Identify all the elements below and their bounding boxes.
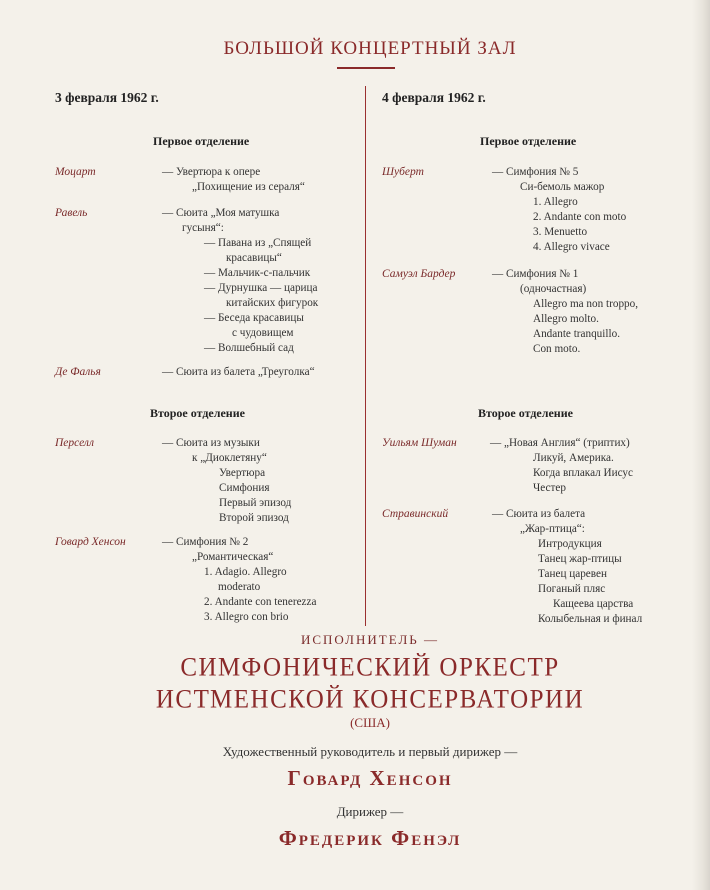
- composer-mozart: Моцарт: [55, 166, 96, 178]
- schuman-line: — „Новая Англия“ (триптих): [490, 437, 630, 449]
- ravel-line: — Беседа красавицы: [204, 312, 304, 324]
- stravinsky-line: Танец царевен: [538, 568, 607, 580]
- hanson-line: — Симфония № 2: [162, 536, 249, 548]
- ravel-line: — Дурнушка — царица: [204, 282, 318, 294]
- ravel-line: красавицы“: [226, 252, 282, 264]
- stravinsky-line: Танец жар-птицы: [538, 553, 622, 565]
- right-part2-heading: Второе отделение: [478, 406, 573, 420]
- director-role: Художественный руководитель и первый дирижер —: [222, 744, 518, 759]
- composer-purcell: Перселл: [55, 437, 94, 449]
- composer-schubert: Шуберт: [382, 166, 424, 178]
- right-part1-heading: Первое отделение: [480, 134, 577, 148]
- schubert-line: 3. Menuetto: [533, 226, 588, 238]
- barber-line: — Симфония № 1: [492, 268, 579, 280]
- orchestra-country: (США): [350, 715, 390, 730]
- ravel-line: с чудовищем: [232, 327, 294, 339]
- mozart-line: „Похищение из сераля“: [192, 181, 305, 193]
- barber-line: Allegro molto.: [533, 313, 599, 325]
- purcell-line: — Сюита из музыки: [162, 437, 260, 449]
- hanson-line: 1. Adagio. Allegro: [204, 566, 287, 578]
- left-date: 3 февраля 1962 г.: [55, 90, 159, 105]
- stravinsky-line: Поганый пляс: [538, 583, 606, 595]
- stravinsky-line: Интродукция: [538, 538, 602, 550]
- composer-barber: Самуэл Бардер: [382, 268, 456, 280]
- hanson-line: „Романтическая“: [192, 551, 274, 563]
- orchestra-line1: СИМФОНИЧЕСКИЙ ОРКЕСТР: [180, 653, 560, 682]
- stravinsky-line: Колыбельная и финал: [538, 613, 643, 625]
- stravinsky-line: „Жар-птица“:: [520, 523, 585, 535]
- hall-title: БОЛЬШОЙ КОНЦЕРТНЫЙ ЗАЛ: [223, 38, 517, 59]
- director-name: Говард Хенсон: [287, 766, 453, 790]
- barber-line: (одночастная): [520, 283, 587, 295]
- left-part2-heading: Второе отделение: [150, 406, 245, 420]
- purcell-line: Увертюра: [219, 467, 266, 479]
- ravel-line: гусыня“:: [182, 222, 224, 234]
- barber-line: Con moto.: [533, 343, 581, 355]
- mozart-line: — Увертюра к опере: [162, 166, 261, 178]
- composer-stravinsky: Стравинский: [382, 508, 449, 520]
- barber-line: Allegro ma non troppo,: [533, 298, 639, 310]
- schubert-line: 4. Allegro vivace: [533, 241, 610, 253]
- schuman-line: Честер: [533, 482, 566, 494]
- composer-falla: Де Фалья: [55, 366, 101, 378]
- schubert-line: 1. Allegro: [533, 196, 578, 208]
- purcell-line: к „Диоклетяну“: [192, 452, 267, 464]
- orchestra-line2: ИСТМЕНСКОЙ КОНСЕРВАТОРИИ: [155, 685, 585, 714]
- schubert-line: — Симфония № 5: [492, 166, 579, 178]
- schuman-line: Когда вплакал Иисус: [533, 467, 633, 479]
- hanson-line: 2. Andante con tenerezza: [204, 596, 317, 608]
- ravel-line: — Павана из „Спящей: [204, 237, 312, 249]
- schubert-line: 2. Andante con moto: [533, 211, 627, 223]
- composer-ravel: Равель: [55, 207, 88, 219]
- title-rule: [337, 67, 395, 69]
- hanson-line: moderato: [218, 581, 261, 593]
- right-date: 4 февраля 1962 г.: [382, 90, 486, 105]
- schubert-line: Си-бемоль мажор: [520, 181, 605, 193]
- stravinsky-line: — Сюита из балета: [492, 508, 586, 520]
- ravel-line: китайских фигурок: [226, 297, 319, 309]
- schuman-line: Ликуй, Америка.: [533, 452, 614, 464]
- ravel-line: — Волшебный сад: [204, 342, 294, 354]
- performer-label: ИСПОЛНИТЕЛЬ —: [300, 632, 440, 647]
- stravinsky-line: Кащеева царства: [553, 598, 634, 610]
- column-divider: [365, 86, 366, 626]
- hanson-line: 3. Allegro con brio: [204, 611, 289, 623]
- conductor-name: Фредерик Фенэл: [278, 826, 462, 850]
- falla-line: — Сюита из балета „Треуголка“: [162, 366, 315, 378]
- composer-hanson: Говард Хенсон: [55, 536, 126, 548]
- purcell-line: Первый эпизод: [219, 497, 292, 509]
- purcell-line: Симфония: [219, 482, 270, 494]
- ravel-line: — Сюита „Моя матушка: [162, 207, 280, 219]
- composer-schuman: Уильям Шуман: [382, 437, 457, 449]
- ravel-line: — Мальчик-с-пальчик: [204, 267, 311, 279]
- barber-line: Andante tranquillo.: [533, 328, 620, 340]
- purcell-line: Второй эпизод: [219, 512, 289, 524]
- left-part1-heading: Первое отделение: [153, 134, 250, 148]
- conductor-role: Дирижер —: [336, 804, 404, 819]
